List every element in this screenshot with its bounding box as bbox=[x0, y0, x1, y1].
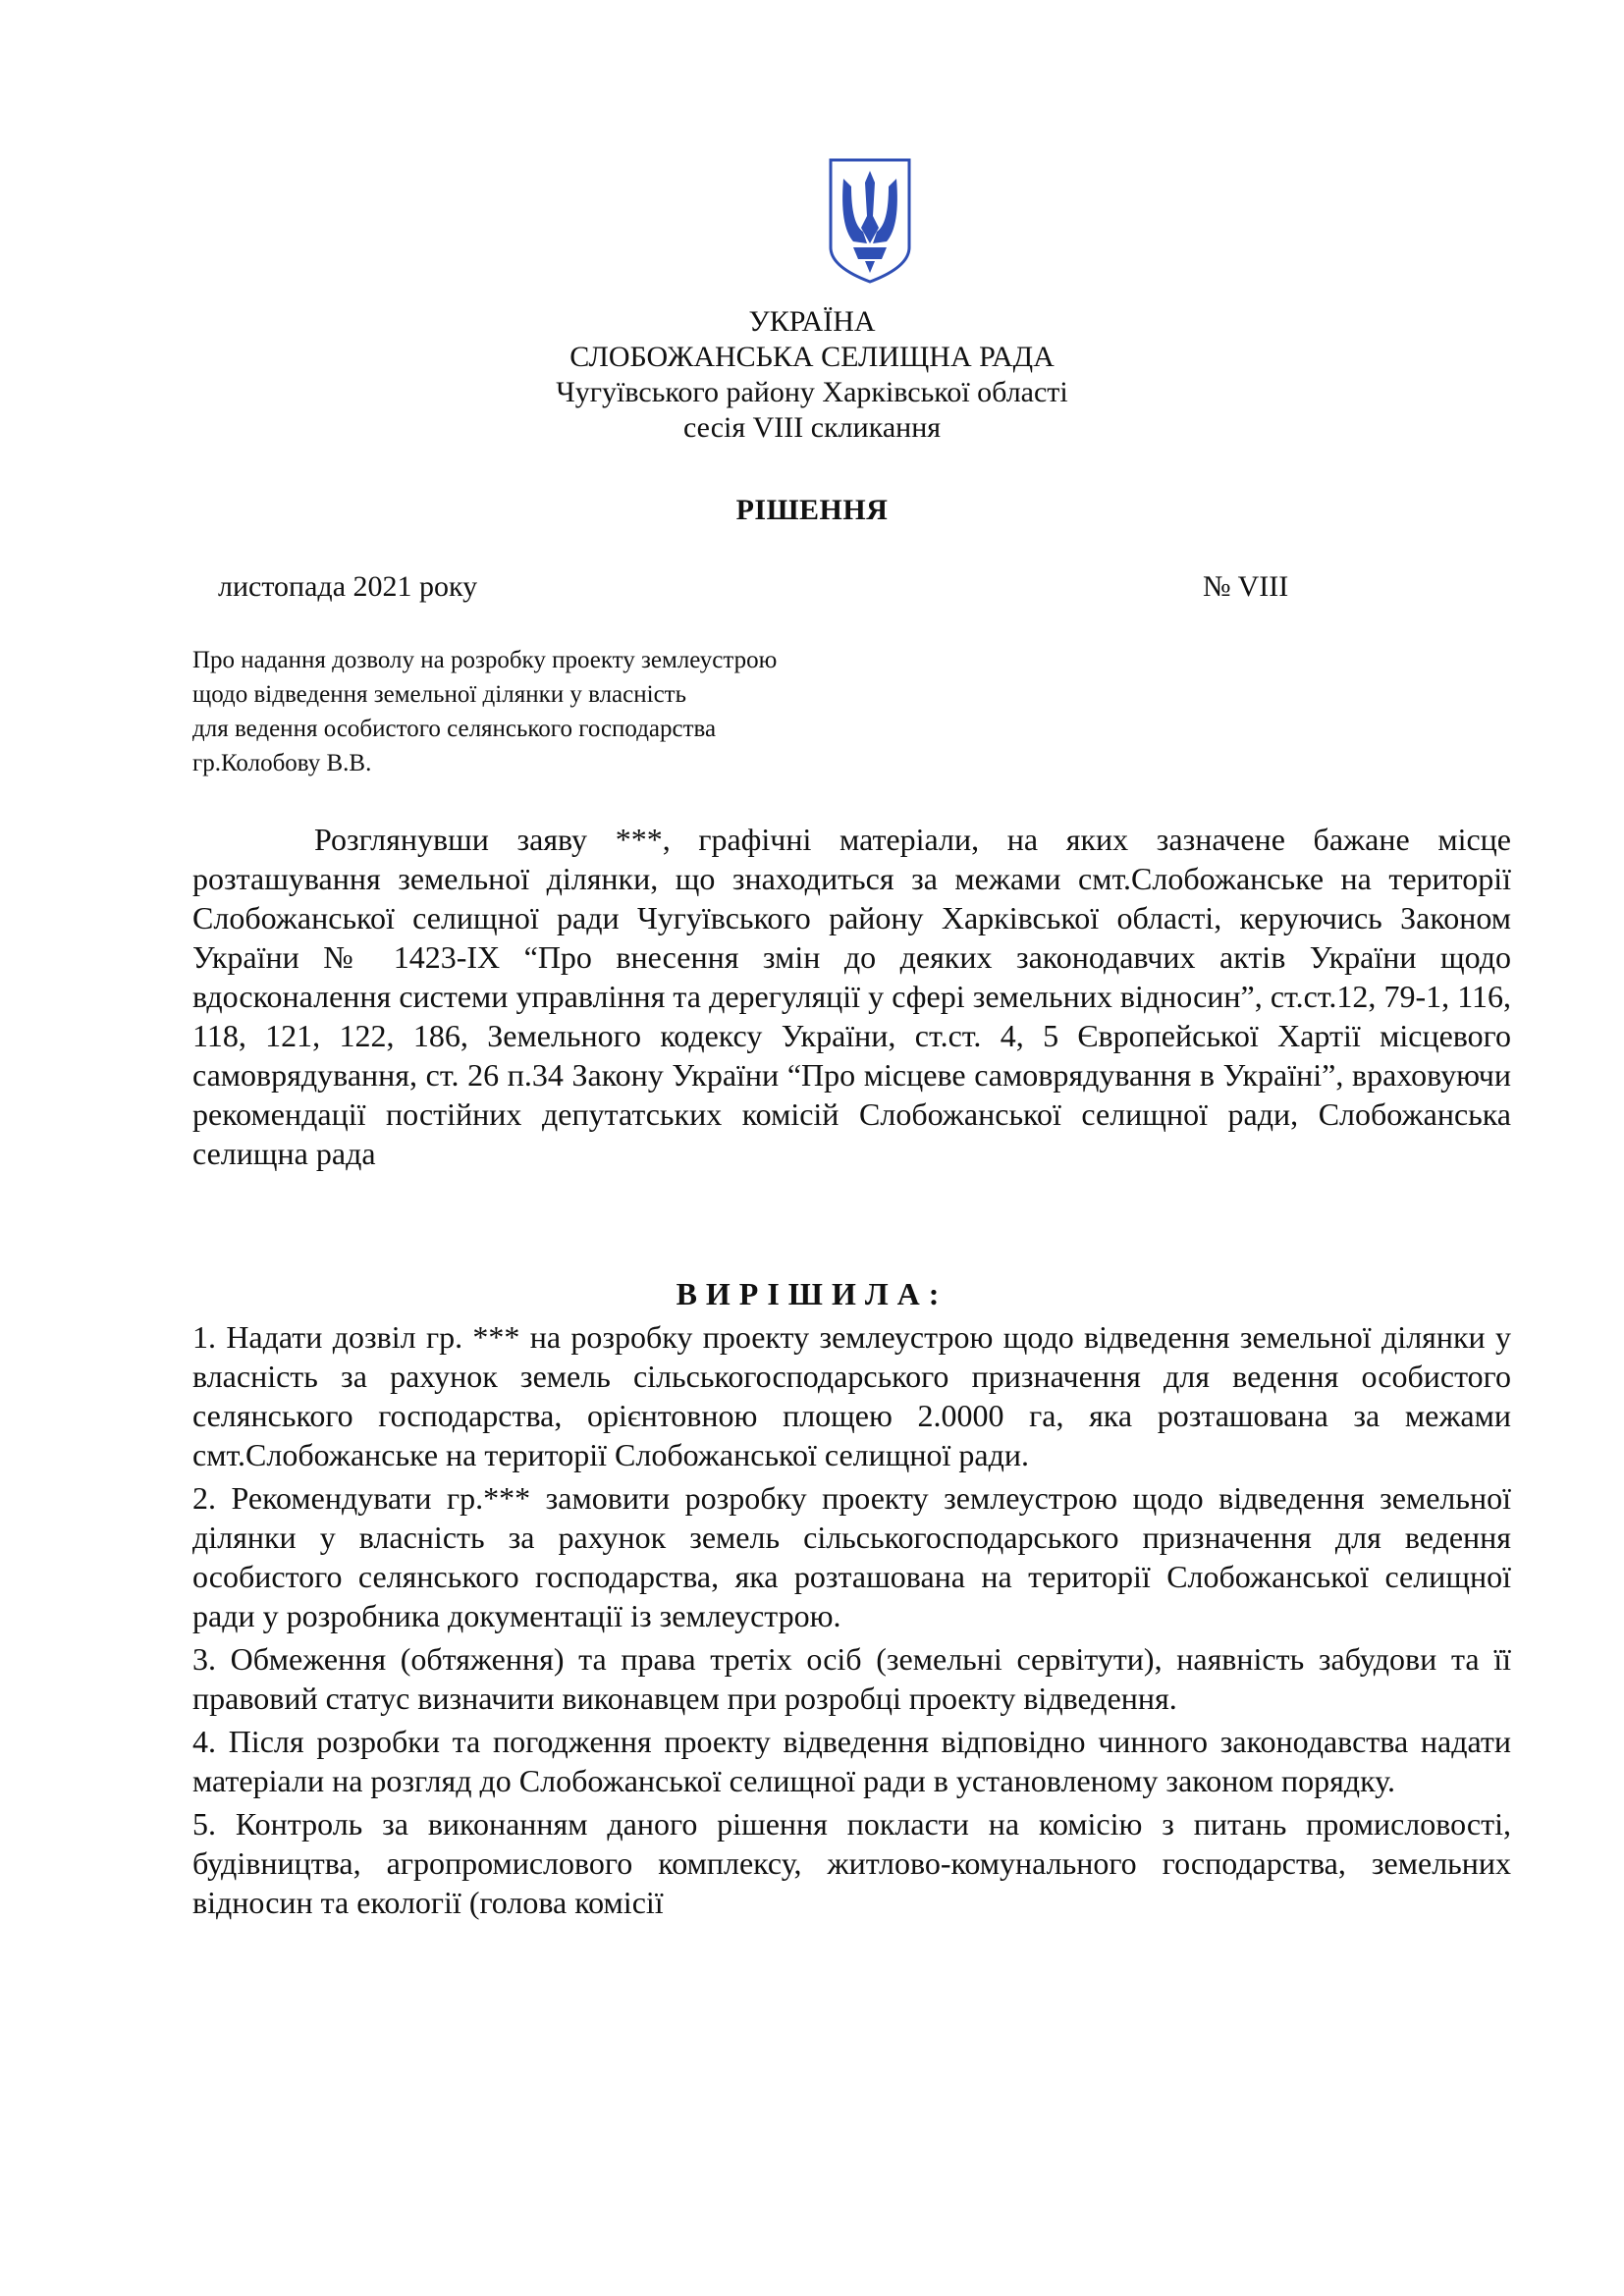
resolution-item: 5. Контроль за виконанням даного рішення покласти на комісію з питань промисловості, будівництва, агропромислового комплексу, житлово-комунального господарства, земельних відносин та екології (голова комісії bbox=[192, 1806, 1511, 1920]
decision-date: листопада 2021 року bbox=[218, 570, 478, 603]
preamble-paragraph: Розглянувши заяву ***, графічні матеріали, на яких зазначене бажане місце розташування земельної ділянки, що знаходиться за межами смт.Слобожанське на території Слобожанської селищної ради Чугуївського району Харківської області, керуючись Законом України № 1423-IX “Про внесення змін до деяких законодавчих актів України щодо вдосконалення системи управління та дерегуляції у сфері земельних відносин”, ст.ст.12, 79-1, 116, 118, 121, 122, 186, Земельного кодексу України, ст.ст. 4, 5 Європейської Хартії місцевого самоврядування, ст. 26 п.34 Закону України “Про місцеве самоврядування в Україні”, враховуючи рекомендації постійних депутатських комісій Слобожанської селищної ради, Слобожанська селищна рада bbox=[192, 822, 1511, 1171]
decision-subject bbox=[192, 643, 777, 780]
resolution-item: 1. Надати дозвіл гр. *** на розробку проекту землеустрою щодо відведення земельної ділянки у власність за рахунок земель сільськогосподарського призначення для ведення особистого селянського господарства, орієнтовною площею 2.0000 га, яка розташована за межами смт.Слобожанське на території Слобожанської селищної ради. bbox=[192, 1319, 1511, 1472]
subject-line: щодо відведення земельної ділянки у власність bbox=[192, 681, 686, 708]
council-header bbox=[0, 304, 1624, 446]
resolution-item: 3. Обмеження (обтяження) та права третіх осіб (земельні сервітути), наявність забудови та її правовий статус визначити виконавцем при розробці проекту відведення. bbox=[192, 1641, 1511, 1716]
resolved-heading: ВИРІШИЛА: bbox=[676, 1276, 948, 1311]
session-label: сесія VIII скликання bbox=[682, 411, 942, 444]
subject-line: гр.Колобову В.В. bbox=[192, 750, 372, 776]
council-name: СЛОБОЖАНСЬКА СЕЛИЩНА РАДА bbox=[569, 341, 1055, 373]
resolution-items bbox=[192, 1317, 1511, 1926]
subject-line: Про надання дозволу на розробку проекту землеустрою bbox=[192, 647, 778, 673]
decision-number: № VIII bbox=[1203, 570, 1289, 603]
decision-title: РІШЕННЯ bbox=[735, 494, 889, 526]
country-name: УКРАЇНА bbox=[748, 305, 876, 338]
resolution-item: 2. Рекомендувати гр.*** замовити розробку проекту землеустрою щодо відведення земельної ділянки у власність за рахунок земель сільськогосподарського призначення для ведення особистого селянського господарства, яка розташована на території Слобожанської селищної ради у розробника документації із землеустрою. bbox=[192, 1480, 1511, 1633]
subject-line: для ведення особистого селянського господарства bbox=[192, 716, 717, 742]
district-name: Чугуївського району Харківської області bbox=[556, 376, 1068, 408]
trident-icon bbox=[828, 157, 912, 285]
resolution-item: 4. Після розробки та погодження проекту відведення відповідно чинного законодавства надати матеріали на розгляд до Слобожанської селищної ради в установленому законом порядку. bbox=[192, 1724, 1511, 1798]
